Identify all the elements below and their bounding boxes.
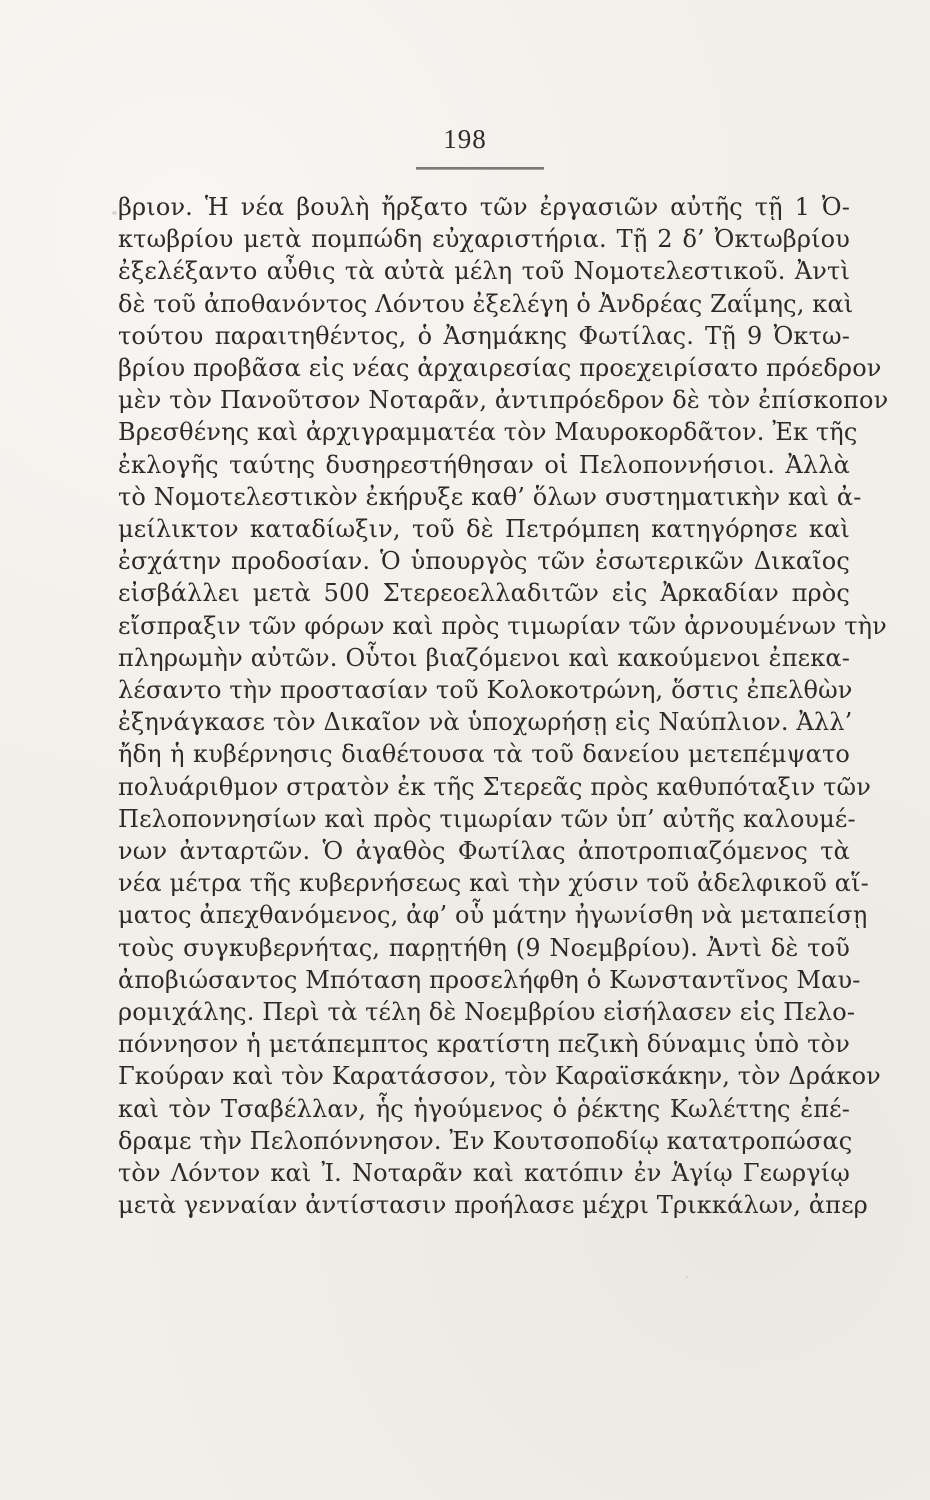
- text-line: κτωβρίου μετὰ πομπώδη εὐχαριστήρια. Τῇ 2 δ’ Ὀκτωβρίου: [118, 225, 850, 254]
- text-line: τὸν Λόντον καὶ Ἰ. Νοταρᾶν καὶ κατόπιν ἐν Ἁγίῳ Γεωργίῳ: [118, 1159, 850, 1188]
- text-line: βρίου προβᾶσα εἰς νέας ἀρχαιρεσίας προεχειρίσατο πρόεδρον: [118, 354, 882, 383]
- text-line: δραμε τὴν Πελοπόννησον. Ἐν Κουτσοποδίῳ κατατροπώσας: [118, 1126, 853, 1155]
- text-line: λέσαντο τὴν προστασίαν τοῦ Κολοκοτρώνη, ὅστις ἐπελθὼν: [118, 676, 853, 705]
- page-number: 198: [443, 124, 487, 154]
- text-line: εἰσβάλλει μετὰ 500 Στερεοελλαδιτῶν εἰς Ἀρκαδίαν πρὸς: [118, 579, 850, 608]
- text-line: ἐσχάτην προδοσίαν. Ὁ ὑπουργὸς τῶν ἐσωτερικῶν Δικαῖος: [118, 547, 850, 576]
- text-line: ρομιχάλης. Περὶ τὰ τέλη δὲ Νοεμβρίου εἰσήλασεν εἰς Πελο-: [118, 998, 856, 1027]
- body-text: [118, 191, 889, 1222]
- text-line: μείλικτον καταδίωξιν, τοῦ δὲ Πετρόμπεη κατηγόρησε καὶ: [118, 515, 850, 544]
- text-line: τοὺς συγκυβερνήτας, παρῃτήθη (9 Νοεμβρίου). Ἀντὶ δὲ τοῦ: [118, 933, 850, 962]
- text-line: καὶ τὸν Τσαβέλλαν, ἧς ἡγούμενος ὁ ῥέκτης Κωλέττης ἐπέ-: [118, 1094, 850, 1123]
- text-line: τούτου παραιτηθέντος, ὁ Ἀσημάκης Φωτίλας. Τῇ 9 Ὀκτω-: [118, 321, 850, 350]
- text-line: πόννησον ἡ μετάπεμπτος κρατίστη πεζικὴ δύναμις ὑπὸ τὸν: [118, 1030, 850, 1059]
- text-line: ἀποβιώσαντος Μπόταση προσελήφθη ὁ Κωνσταντῖνος Μαυ-: [118, 965, 861, 994]
- text-line: μὲν τὸν Πανοῦτσον Νοταρᾶν, ἀντιπρόεδρον δὲ τὸν ἐπίσκοπον: [118, 386, 889, 415]
- paper-speck: [112, 211, 117, 215]
- text-line: Βρεσθένης καὶ ἀρχιγραμματέα τὸν Μαυροκορδᾶτον. Ἐκ τῆς: [118, 418, 858, 447]
- text-line: νέα μέτρα τῆς κυβερνήσεως καὶ τὴν χύσιν τοῦ ἀδελφικοῦ αἵ-: [118, 869, 869, 898]
- text-line: ἐξελέξαντο αὖθις τὰ αὐτὰ μέλη τοῦ Νομοτελεστικοῦ. Ἀντὶ: [118, 257, 850, 286]
- text-line: πολυάριθμον στρατὸν ἐκ τῆς Στερεᾶς πρὸς καθυπόταξιν τῶν: [118, 772, 872, 801]
- text-line: πληρωμὴν αὐτῶν. Οὗτοι βιαζόμενοι καὶ κακούμενοι ἐπεκα-: [118, 643, 850, 672]
- text-line: ἐκλογῆς ταύτης δυσηρεστήθησαν οἱ Πελοποννήσιοι. Ἀλλὰ: [118, 450, 850, 479]
- paper-speck: [742, 370, 745, 373]
- paper-speck: [686, 1276, 688, 1278]
- text-line: ἐξηνάγκασε τὸν Δικαῖον νὰ ὑποχωρήσῃ εἰς Ναύπλιον. Ἀλλ’: [118, 708, 853, 737]
- text-line: ματος ἀπεχθανόμενος, ἀφ’ οὗ μάτην ἠγωνίσθη νὰ μεταπείσῃ: [118, 901, 868, 930]
- text-line: εἴσπραξιν τῶν φόρων καὶ πρὸς τιμωρίαν τῶν ἀρνουμένων τὴν: [118, 611, 887, 640]
- text-line: ἤδη ἡ κυβέρνησις διαθέτουσα τὰ τοῦ δανείου μετεπέμψατο: [118, 740, 850, 769]
- text-line: τὸ Νομοτελεστικὸν ἐκήρυξε καθ’ ὅλων συστηματικὴν καὶ ἀ-: [118, 482, 862, 511]
- page-number-rule: [416, 166, 544, 172]
- text-line: δὲ τοῦ ἀποθανόντος Λόντου ἐξελέγη ὁ Ἀνδρέας Ζαΐμης, καὶ: [118, 289, 854, 318]
- text-line: νων ἀνταρτῶν. Ὁ ἀγαθὸς Φωτίλας ἀποτροπιαζόμενος τὰ: [118, 837, 850, 866]
- text-line: Γκούραν καὶ τὸν Καρατάσσον, τὸν Καραϊσκάκην, τὸν Δράκον: [118, 1062, 881, 1091]
- text-line: Πελοποννησίων καὶ πρὸς τιμωρίαν τῶν ὑπ’ αὐτῆς καλουμέ-: [118, 804, 856, 833]
- text-line: βριον. Ἡ νέα βουλὴ ἤρξατο τῶν ἐργασιῶν αὐτῆς τῇ 1 Ὀ-: [118, 193, 850, 221]
- text-line: μετὰ γενναίαν ἀντίστασιν προήλασε μέχρι Τρικκάλων, ἀπερ: [118, 1191, 868, 1220]
- paper-speck: [289, 1048, 291, 1050]
